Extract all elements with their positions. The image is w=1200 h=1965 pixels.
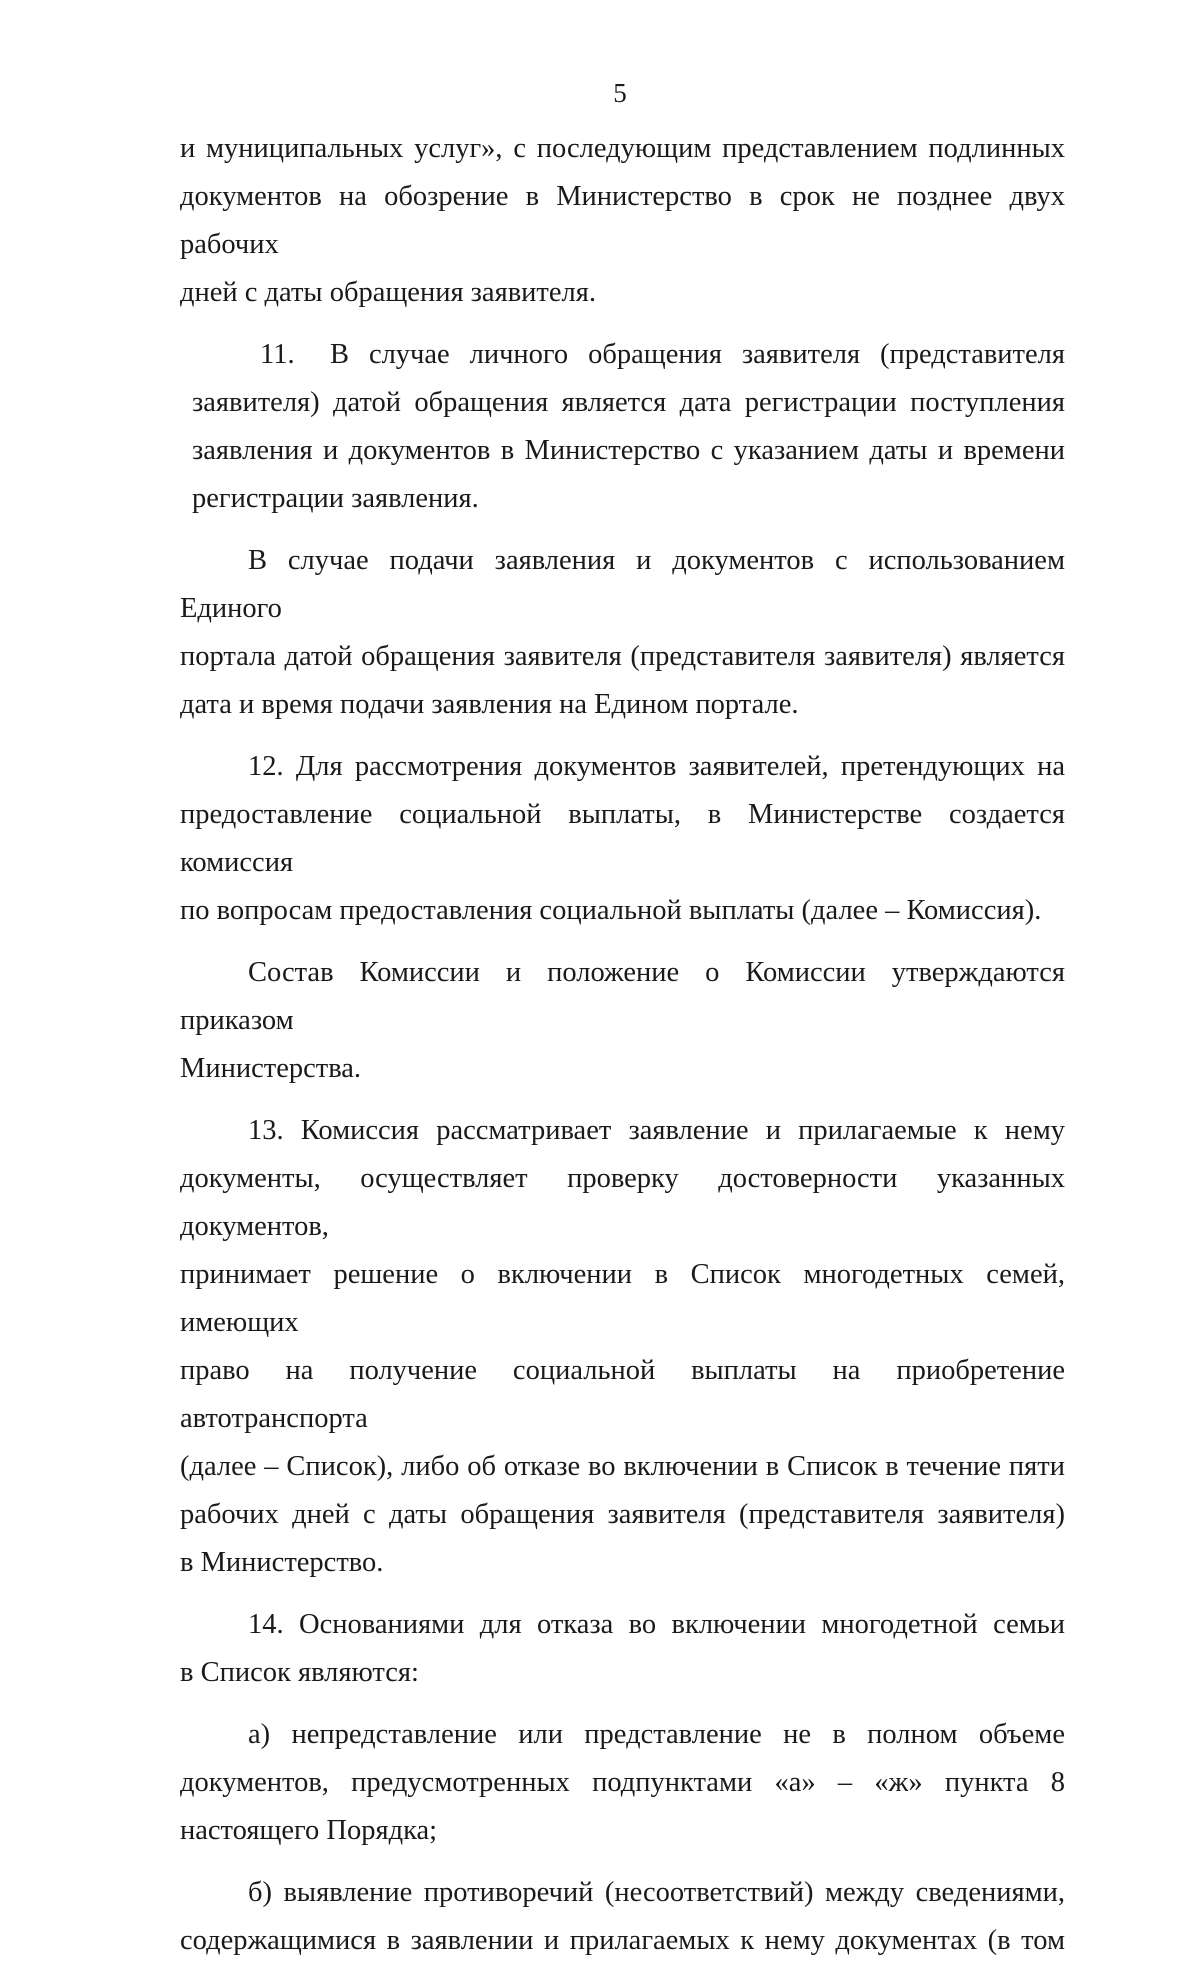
text-line: а) непредставление или представление не в полном объеме bbox=[248, 1719, 1065, 1750]
text-line: в Министерство. bbox=[180, 1547, 384, 1578]
text-line: рабочих дней с даты обращения заявителя (представителя заявителя) bbox=[180, 1499, 1065, 1530]
text-line bbox=[192, 331, 1065, 379]
paragraph-subitem-a bbox=[180, 1711, 1065, 1855]
text-line-content: В случае личного обращения заявителя (представителя bbox=[330, 339, 1065, 370]
text-line: 13. Комиссия рассматривает заявление и прилагаемые к нему bbox=[248, 1115, 1065, 1146]
text-line: б) выявление противоречий (несоответствий) между сведениями, bbox=[248, 1877, 1065, 1908]
text-line: право на получение социальной выплаты на приобретение автотранспорта bbox=[180, 1355, 1065, 1434]
text-line: портала датой обращения заявителя (представителя заявителя) является bbox=[180, 641, 1065, 672]
text-line: и муниципальных услуг», с последующим представлением подлинных bbox=[180, 133, 1065, 164]
text-line: 12. Для рассмотрения документов заявителей, претендующих на bbox=[248, 751, 1065, 782]
text-line: заявления и документов в Министерство с указанием даты и времени bbox=[192, 435, 1065, 466]
text-line: содержащимися в заявлении и прилагаемых к нему документах (в том bbox=[180, 1925, 1065, 1956]
text-line: дней с даты обращения заявителя. bbox=[180, 277, 596, 308]
text-line: заявителя) датой обращения является дата регистрации поступления bbox=[192, 387, 1065, 418]
text-line: предоставление социальной выплаты, в Министерстве создается комиссия bbox=[180, 799, 1065, 878]
text-line: 14. Основаниями для отказа во включении многодетной семьи bbox=[248, 1609, 1065, 1640]
paragraph-item-13 bbox=[180, 1107, 1065, 1587]
text-line: настоящего Порядка; bbox=[180, 1815, 438, 1846]
paragraph-item-11 bbox=[180, 331, 1065, 523]
text-line: документы, осуществляет проверку достоверности указанных документов, bbox=[180, 1163, 1065, 1242]
text-line: дата и время подачи заявления на Едином портале. bbox=[180, 689, 799, 720]
text-line: В случае подачи заявления и документов с использованием Единого bbox=[180, 545, 1065, 624]
text-line: регистрации заявления. bbox=[192, 483, 479, 514]
text-line: Министерства. bbox=[180, 1053, 362, 1084]
document-body bbox=[180, 125, 1065, 1965]
text-line: (далее – Список), либо об отказе во включении в Список в течение пяти bbox=[180, 1451, 1065, 1482]
item-number: 11. bbox=[260, 339, 295, 370]
page-number: 5 bbox=[613, 78, 627, 108]
paragraph-item-12 bbox=[180, 743, 1065, 935]
paragraph-item-14 bbox=[180, 1601, 1065, 1697]
text-line: Состав Комиссии и положение о Комиссии утверждаются приказом bbox=[180, 957, 1065, 1036]
text-line: документов, предусмотренных подпунктами «а» – «ж» пункта 8 bbox=[180, 1767, 1065, 1798]
text-line: документов на обозрение в Министерство в срок не позднее двух рабочих bbox=[180, 181, 1065, 260]
text-line: принимает решение о включении в Список многодетных семей, имеющих bbox=[180, 1259, 1065, 1338]
paragraph-single-portal bbox=[180, 537, 1065, 729]
paragraph-continuation bbox=[180, 125, 1065, 317]
text-line: в Список являются: bbox=[180, 1657, 419, 1688]
paragraph-commission-composition bbox=[180, 949, 1065, 1093]
text-line: по вопросам предоставления социальной выплаты (далее – Комиссия). bbox=[180, 895, 1042, 926]
paragraph-subitem-b bbox=[180, 1869, 1065, 1965]
